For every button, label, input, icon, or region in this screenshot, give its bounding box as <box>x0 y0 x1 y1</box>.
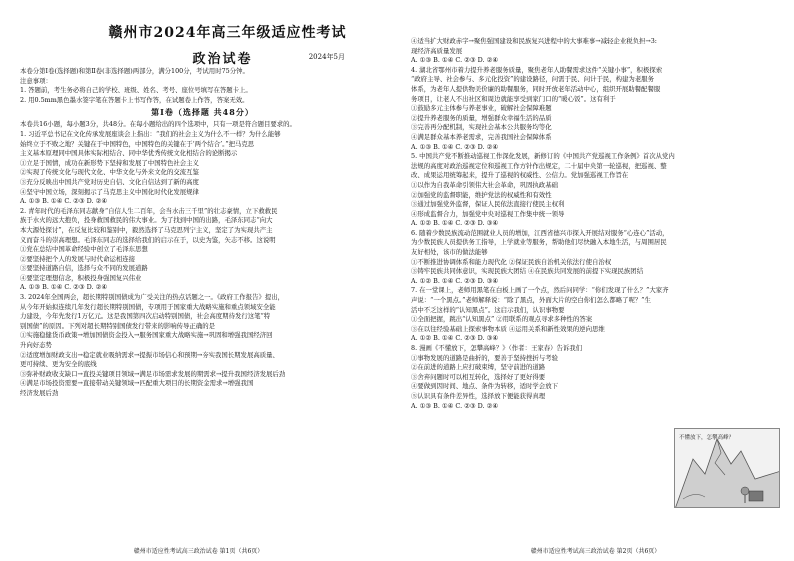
text-line: ④满足群众基本养老需求，完善我国社会保障体系 <box>411 132 552 141</box>
text-line: ②实现了传统文化与现代文化、中华文化与外来文化的交流互鉴 <box>20 168 199 177</box>
section-intro: 本卷共16小题，每小题3分，共48分。在每小题给出的四个选项中，只有一项是符合题目要求的。 <box>20 120 296 129</box>
question-text-left <box>20 130 385 399</box>
cartoon-caption: 不懂放下，怎攀高峰？ <box>679 435 735 441</box>
text-line: 从今年开始拟连续几年发行超长期特别国债，专项用于国家重大战略实施和重点领域安全能 <box>20 302 276 311</box>
text-line: ④形成监督合力，加强党中央对巡视工作集中统一领导 <box>411 209 565 218</box>
text-line: 为少数民族人员提供务工指导，上学就业等服务，帮助他们尽快融入本地生活，与周围居民 <box>411 238 667 247</box>
exam-subtitle: 政治试卷 <box>192 52 253 67</box>
text-line: 3. 2024年全国两会，超长期特别国债成为广受关注的热点话题之一。《政府工作报告》提出， <box>20 293 285 302</box>
text-line: 改、成果运用统筹起来，提升了巡视的权威性、公信力。党加强巡视工作旨在 <box>411 171 629 180</box>
text-line: ④坚守中国立场，深刻揭示了马克思主义中国化时代化发展规律 <box>20 187 199 196</box>
intro-line: 本卷分第Ⅰ卷(选择题)和第Ⅱ卷(非选择题)两部分，满分100分，考试用时75分钟。 <box>20 67 249 75</box>
text-line: 本大源处探讨”，在反复比较和鉴别中，毅然选择了马克思列宁主义，坚定了为实现共产主 <box>20 225 273 234</box>
exam-title: 赣州市2024年高三年级适应性考试 <box>108 25 347 41</box>
intro-block <box>20 67 385 105</box>
text-line: ③在以往经验基础上探索事物本质 ④运用关系和新性效果的逆向思维 <box>411 324 605 333</box>
text-line: ①鼓励多元主体参与养老事业，破解社会保障难题 <box>411 104 552 113</box>
text-line: 8. 漫画《不懂放下，怎攀高峰？》（作者：王家春）告诉我们 <box>411 344 583 352</box>
text-line: ②在前进的道路上应打破束缚，坚守前进的道路 <box>411 363 546 372</box>
answer-options: A. ①③ B. ①④ C. ②③ D. ②④ <box>411 142 499 151</box>
text-line: ③弥补财政收支缺口→直投关键项目领域→满足市场需求发展的期需求→提升我国经济发展后劲 <box>20 369 286 378</box>
text-line: 务项目，让老人不出社区和周边就能享受到家门口的“暖心饭”。这有利于 <box>411 94 616 103</box>
text-line: ①实施稳健货币政策→增加国债资金投入→服务国家重大战略实施→巩固和增强我国经济回 <box>20 331 273 340</box>
text-line: ①以作为自我革命引领伟大社会革命，巩固执政基础 <box>411 180 558 189</box>
text-line: ①不断推进协调体系和能力现代化 ②保证民族自治机关依法行使自治权 <box>411 257 612 266</box>
cartoon-drawing <box>675 429 780 508</box>
exam-date: 2024年5月 <box>308 53 345 61</box>
text-line: ③舍弃问题时可以相互转化，选择好了更好得要 <box>411 372 546 381</box>
text-line: “政府主导、社会参与、多元化投资”的建设路径，问需于民、问计于民，构建为老服务 <box>411 75 654 84</box>
text-line: ③完善再分配机制，实现社会基本公共服务均等化 <box>411 123 552 132</box>
intro-line: 1. 答题前，考生务必将自己的学校、班级、姓名、考号、座位号填写在答题卡上。 <box>20 86 252 95</box>
answer-options: A. ①③ B. ①④ C. ②③ D. ②④ <box>20 283 108 292</box>
section-title: 第Ⅰ卷（选择题 共48分） <box>151 107 254 118</box>
text-line: ③通过加强党外监督，保证人民依法直接行使民主权利 <box>411 200 565 209</box>
text-line: ②提升养老服务的质量，增强群众幸福生活的品质 <box>411 113 552 122</box>
answer-options: A. ①② B. ①④ C. ②③ D. ③④ <box>411 334 499 343</box>
text-line: 4. 湖北省鄂州市着力提升养老服务质量，聚焦老年人助餐需求这件“关键小事”，积极探索 <box>411 65 663 74</box>
intro-line: 2. 用0.5mm黑色墨水签字笔在答题卡上书写作答，在试题卷上作答，答案无效。 <box>20 95 249 104</box>
text-line: ④要做到因时间、地点、条件为转移，适时学会放下 <box>411 382 558 391</box>
page-footer-right: 赣州市适应性考试高三政治试卷 第2页（共6页） <box>530 548 661 555</box>
text-line: 升向好态势 <box>20 341 52 350</box>
text-line: 经济发展后劲 <box>20 389 59 397</box>
text-line: ①立足于国情，成功在新形势下坚持和发展了中国特色社会主义 <box>20 158 199 167</box>
text-line: 1. 习近平总书记在文化传承发展座谈会上指出：“我们的社会主义为什么不一样？为什么能够 <box>20 129 281 138</box>
text-line: ⑤认识具有条件差异性，选择放下便能获得真理 <box>411 391 546 400</box>
page-footer-left: 赣州市适应性考试高三政治试卷 第1页（共6页） <box>133 548 264 555</box>
text-line: 族于水火的远大抱负，投身救国救民的伟大事业。为了找到中国的出路，毛泽东同志“向大 <box>20 216 273 225</box>
question-text-right <box>411 37 780 411</box>
text-line: 别国债”的原因。下列对超长期特别国债发行带来的影响传导正确的是 <box>20 321 215 330</box>
text-line: ②要坚持把个人的发展与时代命运相连接 <box>20 254 136 263</box>
text-line: ①全面把握，跳出“认知黑点” ②用联系的观点寻求多种性的答案 <box>411 315 593 324</box>
text-line: ②加强党的监督职能，维护党法的权威性和有效性 <box>411 190 552 199</box>
answer-options: A. ①② B. ①④ C. ②③ D. ③④ <box>411 276 499 285</box>
answer-options: A. ①③ B. ①④ C. ②③ D. ②④ <box>411 401 499 410</box>
text-line: 6. 随着少数民族流动范围就业人员的增加，江西省德兴市探入开展结对服务“心连心”活动， <box>411 228 669 237</box>
text-line: 7. 在一堂课上，老师用黑笔在白板上画了一个点，然后问同学：“你们发现了什么？”大家齐 <box>411 286 669 295</box>
answer-options: A. ①③ B. ①④ C. ②③ D. ②④ <box>20 197 108 206</box>
text-line: 法规的高度对政治巡视定位和巡视工作方针作出规定，二十届中央第一轮巡视，把巡视、整 <box>411 161 667 170</box>
text-line: ②适度增加财政支出→稳定就业吸纳需求→提振市场信心和预期→夯实我国长期发展高质量、 <box>20 350 279 359</box>
text-line: ①事物发展的道路是曲折的，要善于坚持挫折与考验 <box>411 353 558 362</box>
text-line: ④满足市场投资需要→直接带动关键领域→匹配重大项目的长期资金需求→增强我国 <box>20 379 254 388</box>
text-line: 始终立于不败之地？关键在于中国特色，中国特色的关键在于‘两个结合’。”把马克思 <box>20 139 255 148</box>
text-line: 更可持续、更为安全的底线 <box>20 360 97 369</box>
text-line: ③铸牢民族共同体意识，实现民族大团结 ④在民族共同发展的前提下实现民族团结 <box>411 267 644 276</box>
text-line: 活中不乏这样的“认知黑点”。这启示我们，认识事物要 <box>411 305 565 314</box>
text-line: 5. 中国共产党不断推动巡视工作深化发展，新修订的《中国共产党巡视工作条例》首次从党内 <box>411 152 675 161</box>
text-line: 声说：“一个黑点。”老师解释说：“除了黑点，外面大片的空白你们怎么都略了呢？”生 <box>411 296 651 305</box>
intro-line: 注意事项： <box>20 76 52 85</box>
answer-options: A. ①② B. ①④ C. ②③ D. ③④ <box>411 219 499 228</box>
text-line: ③要坚持道路自信，选择与众不同的发展道路 <box>20 264 148 273</box>
text-line: 力建设，今年先发行1万亿元。这是我国第四次启动特别国债，社会高度期待发行这笔“特 <box>20 312 271 321</box>
text-line: 友好相处，该市的做法能够 <box>411 248 488 257</box>
cartoon-image <box>674 428 780 508</box>
text-line: ①党在总结中国革命经验中创立了毛泽东思想 <box>20 245 148 254</box>
answer-options: A. ①③ B. ①④ C. ②③ D. ②④ <box>411 56 499 65</box>
text-line: ③充分反映出中国共产党对历史自信、文化自信达到了新的高度 <box>20 177 199 186</box>
page-right <box>397 0 794 561</box>
text-line: ④要坚定理想信念，积极投身强国复兴伟业 <box>20 273 142 282</box>
text-line: 2. 青年时代的毛泽东同志献身“自信人生二百年，会当水击三千里”的壮志豪情，立下救救民 <box>20 206 278 215</box>
text-line: 体系，为老年人提供物美价廉的助餐服务，同时开放老年活动中心，组织开展助餐配餐服 <box>411 84 661 93</box>
text-line: ④适当扩大财政赤字→聚焦强国建设和民族复兴进程中的大事难事→减轻企业税负担→3: <box>411 37 657 45</box>
subtitle-row <box>60 48 385 67</box>
text-line: 现经济高质量发展 <box>411 46 463 55</box>
text-line: 主义基本原理同中国具体实际相结合、同中华优秀传统文化相结合的论断揭示 <box>20 149 238 158</box>
text-line: 义而奋斗的崇高理想。毛泽东同志的选择给我们的启示在于，以史为鉴，矢志不移。这说明 <box>20 235 276 244</box>
